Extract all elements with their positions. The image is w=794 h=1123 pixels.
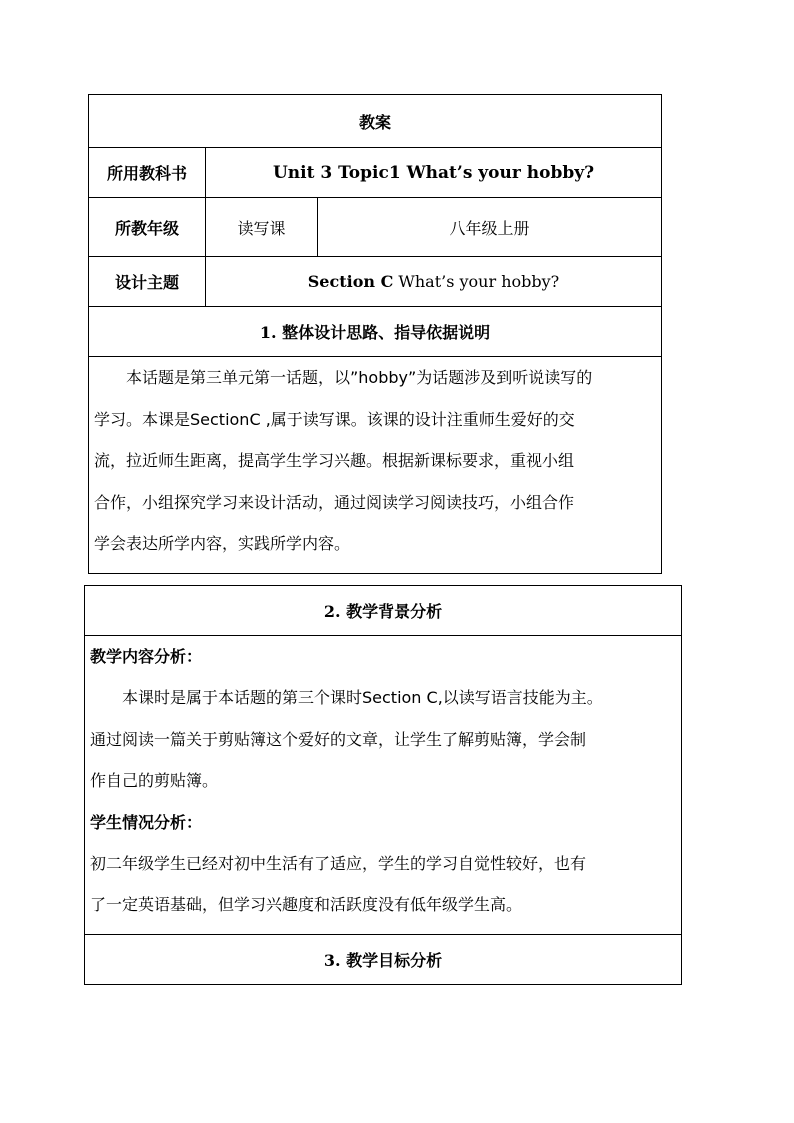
student-line: 初二年级学生已经对初中生活有了适应，学生的学习自觉性较好，也有: [90, 853, 587, 873]
section-1-line: 本话题是第三单元第一话题，以”hobby”为话题涉及到听说读写的: [126, 368, 593, 387]
textbook-label: 所用教科书: [89, 148, 206, 198]
student-line: 了一定英语基础，但学习兴趣度和活跃度没有低年级学生高。: [90, 895, 523, 914]
textbook-value: Unit 3 Topic1 What’s your hobby?: [206, 148, 662, 198]
section-3-heading: 3. 教学目标分析: [85, 935, 682, 985]
section-1-line: 合作，小组探究学习来设计活动，通过阅读学习阅读技巧，小组合作: [94, 492, 575, 512]
background-analysis-table: [84, 585, 682, 985]
section-2-heading: 2. 教学背景分析: [85, 586, 682, 636]
theme-section: Section C: [307, 272, 394, 291]
section-1-line: 流，拉近师生距离，提高学生学习兴趣。根据新课标要求，重视小组: [94, 451, 575, 470]
theme-value: [206, 257, 662, 307]
content-line: 通过阅读一篇关于剪贴簿这个爱好的文章，让学生了解剪贴簿，学会制: [90, 729, 587, 749]
grade-label: 所教年级: [89, 198, 206, 257]
table-title: 教案: [89, 95, 662, 148]
grade-value: 八年级上册: [318, 198, 662, 257]
lesson-plan-table: [88, 94, 662, 574]
course-type: 读写课: [206, 198, 318, 257]
student-analysis-label: 学生情况分析：: [90, 812, 203, 832]
section-1-line: 学会表达所学内容，实践所学内容。: [94, 534, 351, 553]
content-line: 作自己的剪贴簿。: [90, 771, 219, 790]
content-line: 本课时是属于本话题的第三个课时Section C,以读写语言技能为主。: [122, 688, 603, 707]
section-1-body: [89, 357, 662, 574]
section-1-heading: 1. 整体设计思路、指导依据说明: [89, 307, 662, 357]
section-2-body: [85, 636, 682, 935]
theme-title: What’s your hobby?: [393, 272, 560, 291]
theme-label: 设计主题: [89, 257, 206, 307]
section-1-line: 学习。本课是SectionC ,属于读写课。该课的设计注重师生爱好的交: [94, 409, 575, 429]
content-analysis-label: 教学内容分析：: [90, 647, 203, 666]
